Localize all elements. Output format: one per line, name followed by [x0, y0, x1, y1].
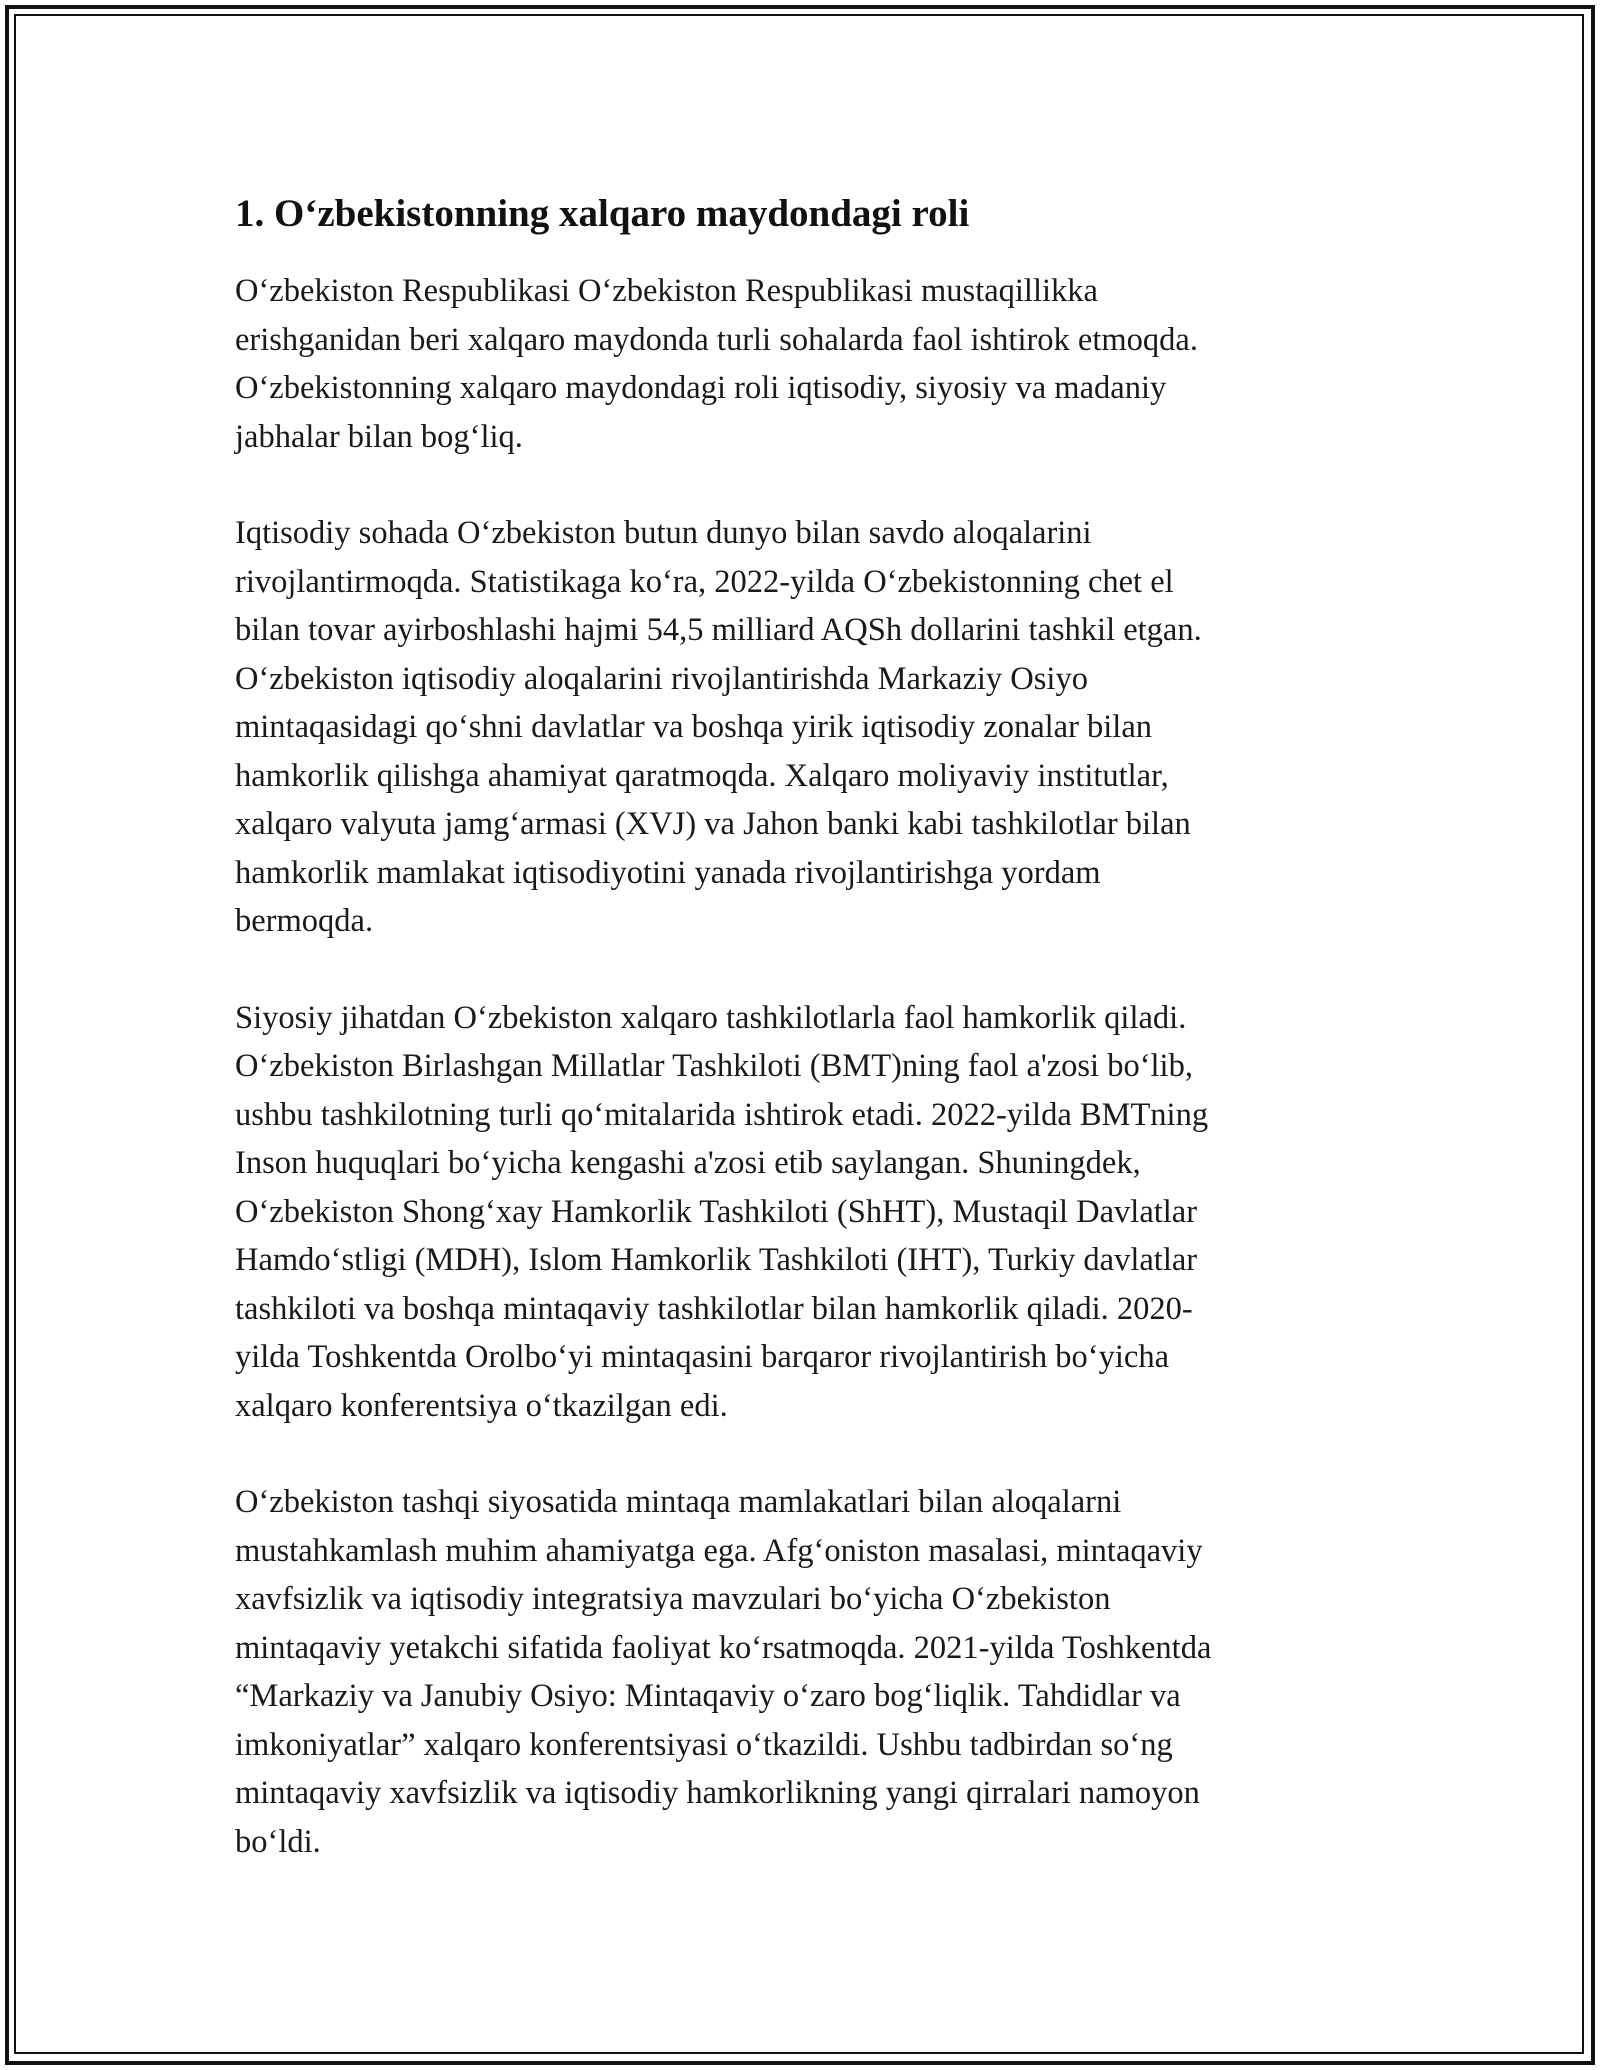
- paragraphs-container: [235, 267, 1365, 1866]
- section-heading: 1. O‘zbekistonning xalqaro maydondagi roli: [235, 192, 970, 235]
- document-body: [235, 186, 1365, 1914]
- paragraph-line: O‘zbekiston Shong‘xay Hamkorlik Tashkiloti (ShHT), Mustaqil Davlatlar: [235, 1193, 1198, 1230]
- paragraph-line: hamkorlik mamlakat iqtisodiyotini yanada rivojlantirishga yordam: [235, 854, 1101, 891]
- paragraph-line: bo‘ldi.: [235, 1823, 321, 1860]
- paragraph-line: rivojlantirmoqda. Statistikaga ko‘ra, 2022-yilda O‘zbekistonning chet el: [235, 563, 1174, 600]
- paragraph: [235, 1478, 1365, 1866]
- paragraph-line: O‘zbekiston tashqi siyosatida mintaqa mamlakatlari bilan aloqalarni: [235, 1484, 1122, 1520]
- paragraph: [235, 509, 1365, 946]
- paragraph-line: ushbu tashkilotning turli qo‘mitalarida ishtirok etadi. 2022-yilda BMTning: [235, 1096, 1209, 1133]
- paragraph-line: mintaqaviy yetakchi sifatida faoliyat ko‘rsatmoqda. 2021-yilda Toshkentda: [235, 1629, 1212, 1666]
- paragraph-line: jabhalar bilan bog‘liq.: [235, 418, 523, 455]
- paragraph-line: imkoniyatlar” xalqaro konferentsiyasi o‘tkazildi. Ushbu tadbirdan so‘ng: [235, 1726, 1173, 1763]
- paragraph-line: “Markaziy va Janubiy Osiyo: Mintaqaviy o‘zaro bog‘liqlik. Tahdidlar va: [235, 1678, 1181, 1714]
- paragraph: [235, 994, 1365, 1431]
- paragraph-line: mustahkamlash muhim ahamiyatga ega. Afg‘oniston masalasi, mintaqaviy: [235, 1532, 1203, 1569]
- paragraph-line: O‘zbekiston iqtisodiy aloqalarini rivojlantirishda Markaziy Osiyo: [235, 660, 1088, 697]
- paragraph-line: O‘zbekiston Birlashgan Millatlar Tashkiloti (BMT)ning faol a'zosi bo‘lib,: [235, 1048, 1193, 1084]
- paragraph-line: mintaqaviy xavfsizlik va iqtisodiy hamkorlikning yangi qirralari namoyon: [235, 1775, 1200, 1811]
- paragraph-line: Inson huquqlari bo‘yicha kengashi a'zosi etib saylangan. Shuningdek,: [235, 1145, 1141, 1181]
- paragraph-line: xavfsizlik va iqtisodiy integratsiya mavzulari bo‘yicha O‘zbekiston: [235, 1581, 1111, 1617]
- paragraph-line: Iqtisodiy sohada O‘zbekiston butun dunyo bilan savdo aloqalarini: [235, 515, 1092, 551]
- paragraph-line: O‘zbekiston Respublikasi O‘zbekiston Respublikasi mustaqillikka: [235, 273, 1098, 309]
- paragraph-line: yilda Toshkentda Orolbo‘yi mintaqasini barqaror rivojlantirish bo‘yicha: [235, 1339, 1169, 1375]
- paragraph: [235, 267, 1365, 461]
- paragraph-line: Siyosiy jihatdan O‘zbekiston xalqaro tashkilotlarla faol hamkorlik qiladi.: [235, 999, 1187, 1036]
- paragraph-line: tashkiloti va boshqa mintaqaviy tashkilotlar bilan hamkorlik qiladi. 2020-: [235, 1290, 1193, 1327]
- paragraph-line: hamkorlik qilishga ahamiyat qaratmoqda. Xalqaro moliyaviy institutlar,: [235, 757, 1169, 794]
- paragraph-line: erishganidan beri xalqaro maydonda turli sohalarda faol ishtirok etmoqda.: [235, 321, 1198, 358]
- paragraph-line: xalqaro konferentsiya o‘tkazilgan edi.: [235, 1387, 728, 1424]
- paragraph-line: bilan tovar ayirboshlashi hajmi 54,5 milliard AQSh dollarini tashkil etgan.: [235, 612, 1202, 648]
- paragraph-line: xalqaro valyuta jamg‘armasi (XVJ) va Jahon banki kabi tashkilotlar bilan: [235, 806, 1191, 842]
- paragraph-line: Hamdo‘stligi (MDH), Islom Hamkorlik Tashkiloti (IHT), Turkiy davlatlar: [235, 1242, 1198, 1278]
- paragraph-line: O‘zbekistonning xalqaro maydondagi roli iqtisodiy, siyosiy va madaniy: [235, 370, 1167, 406]
- paragraph-line: mintaqasidagi qo‘shni davlatlar va boshqa yirik iqtisodiy zonalar bilan: [235, 709, 1153, 745]
- paragraph-line: bermoqda.: [235, 903, 374, 939]
